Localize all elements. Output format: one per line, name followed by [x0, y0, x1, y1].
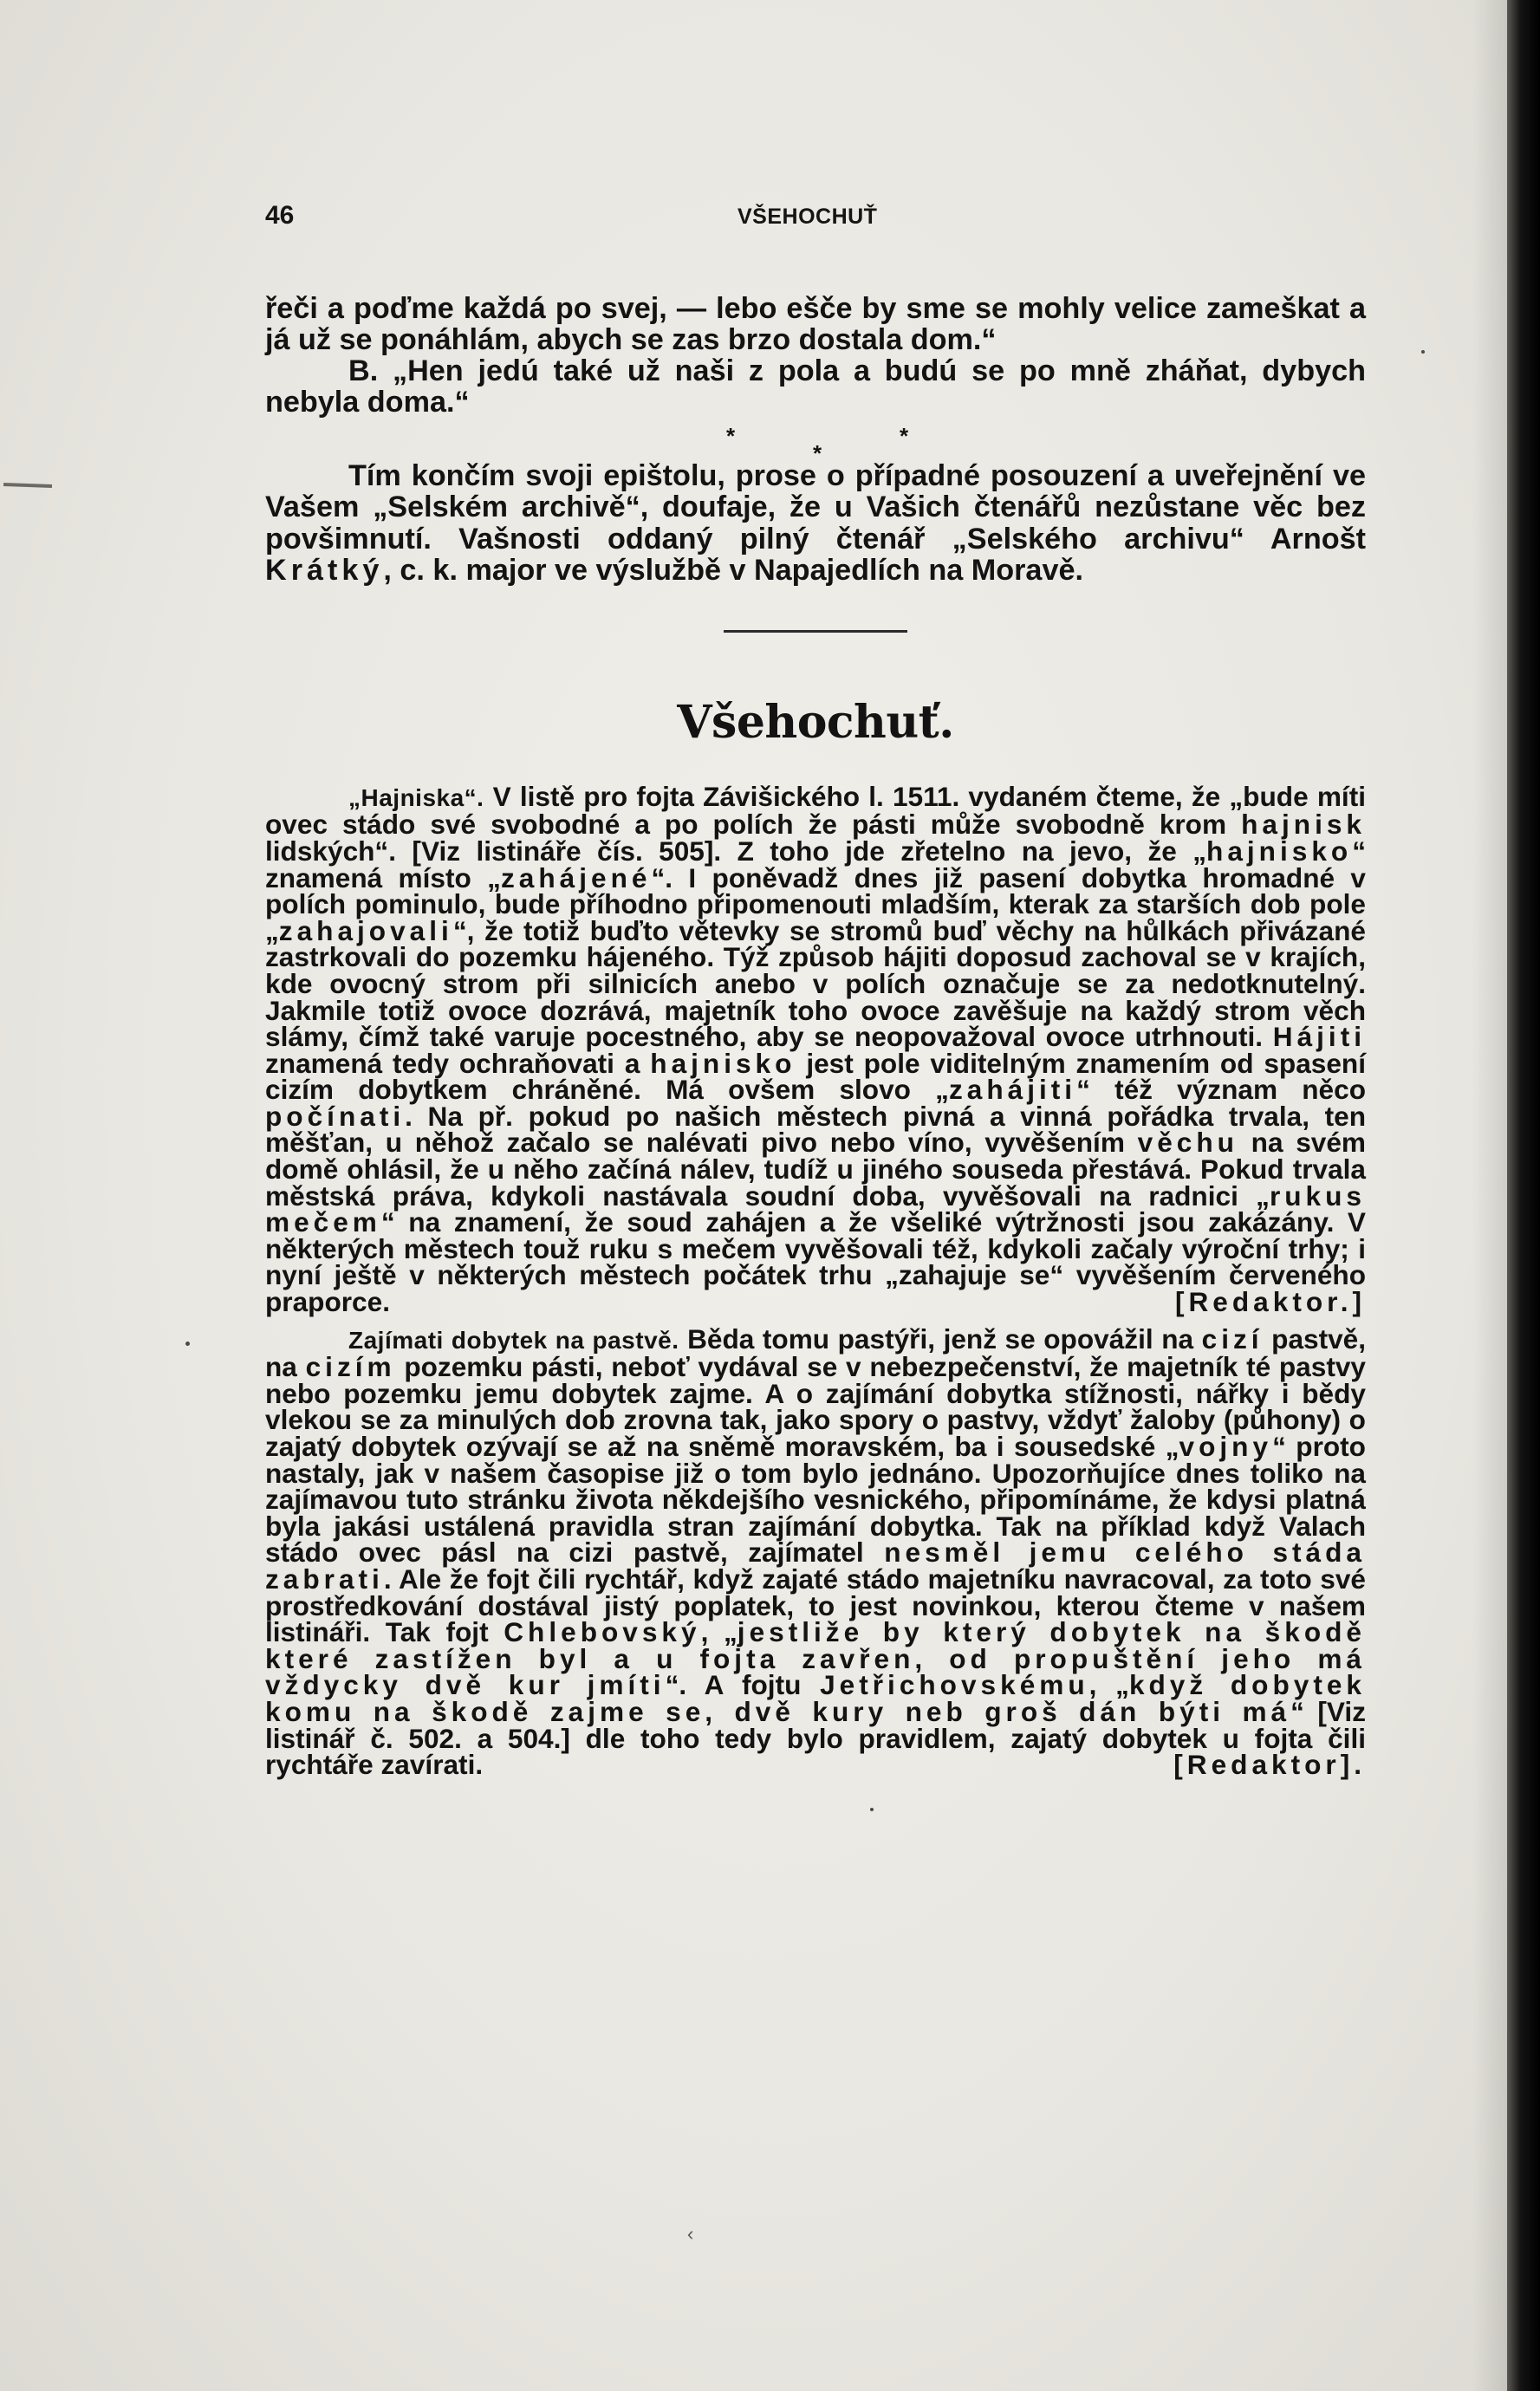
article-text: “. I poněvadž dnes již pasení dobytka hromadné v polích pominulo, bude příhodno připomenouti mladším, kterak za starších dob pole „ — [265, 861, 1366, 946]
article-text: V listě pro fojta Závišického l. 1511. vydaném čteme, že „bude míti ovec stádo své svobodné a po polích že pásti může svobodně krom — [265, 780, 1366, 841]
page-number: 46 — [265, 201, 295, 230]
article-heading: „Hajniska“. — [348, 783, 484, 811]
gutter-shadow — [1472, 0, 1507, 2391]
emphasized-term: věchu — [1137, 1127, 1238, 1159]
author-surname: Krátký — [265, 553, 384, 587]
editor-signature: [Redaktor.] — [1174, 1286, 1366, 1318]
article-text: “ [Viz listinář č. 502. a 504.] dle toho tedy bylo pravidlem, zajatý dobytek u fojta čili rychtáře zavírati. — [265, 1695, 1366, 1781]
article-text: znamená tedy ochraňovati a — [265, 1047, 640, 1079]
emphasized-term: jestliže by který dobytek na škodě které zastížen byl a u fojta zavřen, od propuštění jeho má vždycky dvě kur jmíti — [265, 1616, 1366, 1701]
page-header — [265, 201, 1366, 236]
emphasized-term: počínati — [265, 1100, 406, 1132]
section-title: Všehochuť. — [677, 695, 954, 749]
asterisk-middle: * — [813, 440, 822, 467]
article-text: “ proto nastaly, jak v našem časopise již o tom bylo jednáno. Upozorňujíce dnes toliko na zajímavou tuto stránku života někdejšího vesnického, připomínáme, že kdysi platná byla jakási ustálená pravidla stran zajímání dobytka. Tak na příklad když Valach stádo ovec pásl na cizi pastvě, zajímatel — [265, 1431, 1366, 1569]
emphasized-term: cizí — [1201, 1322, 1264, 1355]
article-text: , „ — [1088, 1669, 1129, 1701]
emphasized-term: Hájiti — [1272, 1021, 1366, 1053]
article-text: jest pole viditelným znamením od spasení cizím dobytkem chráněné. Má ovšem slovo „ — [265, 1047, 1367, 1106]
emphasized-term: hajnisko — [1206, 835, 1353, 867]
article-text: . Ale že fojt čili rychtář, když zajaté stádo majetníku navracoval, za toto své prostředkování dostával jistý poplatek, to jest novinkou, kterou čteme v našem listináři. Tak fojt — [265, 1563, 1366, 1648]
letter-paragraph-1: řeči a poďme každá po svej, — lebo ešče by sme se mohly velice zameškat a já už se ponáhlám, abych se zas brzo dostala dom.“ — [265, 292, 1366, 357]
emphasized-term: vojny — [1179, 1431, 1273, 1462]
emphasized-term: rukus mečem — [265, 1179, 1366, 1238]
letter-closing-paragraph — [265, 460, 1366, 585]
emphasized-term: hajnisk — [1241, 809, 1366, 841]
article-text: pastvě, na — [265, 1322, 1367, 1383]
asterisk-left: * — [726, 423, 736, 450]
emphasized-term: hajnisko — [650, 1047, 796, 1079]
emphasized-term: Chlebovský — [504, 1616, 701, 1648]
article-text: “ na znamení, že soud zahájen a že všeliké výtržnosti jsou zakázány. V některých městech touž ruku s mečem vyvěšovali též, kdykoli začaly výroční trhy; i nyní ještě v některých městech počátek trhu „zahajuje se“ vyvěšením červeného praporce. — [265, 1206, 1366, 1318]
text-column — [265, 292, 1367, 1781]
emphasized-term: zahájiti — [948, 1074, 1077, 1106]
article-text: na svém domě ohlásil, že u něho začíná nálev, tudíž u jiného souseda přestává. Pokud trvala městská práva, kdykoli nastávala soudní doba, vyvěšovali na radnici „ — [265, 1127, 1367, 1212]
article-text: Běda tomu pastýři, jenž se opovážil na — [687, 1322, 1194, 1355]
article-zajimani — [265, 1322, 1367, 1781]
page-foot-mark: ‹ — [687, 2223, 694, 2245]
emphasized-term: zahajovali — [278, 914, 453, 946]
section-divider-rule — [724, 630, 907, 633]
article-text: “ též význam něco — [1076, 1074, 1366, 1106]
running-head: VŠEHOCHUŤ — [738, 205, 878, 229]
article-text: “ znamená místo „ — [265, 835, 1366, 893]
paper-speck — [185, 1342, 190, 1346]
article-hajniska — [265, 780, 1367, 1318]
article-heading: Zajímati dobytek na pastvě. — [348, 1326, 679, 1354]
emphasized-term: nesměl jemu celého stáda zabrati — [265, 1537, 1366, 1595]
article-text: lidských“. [Viz listináře čís. 505]. Z toho jde zřetelno na jevo, že „ — [265, 835, 1207, 867]
paper-speck — [1421, 350, 1425, 354]
article-text: “, že totiž buďto větevky se stromů buď věchy na hůlkách přivázané zastrkovali do pozemku hájeného. Týž způsob hájiti doposud zachoval se v krajích, kde ovocný strom při silnicích anebo v polích označuje se za nedotknutelný. Jakmile totiž ovoce dozrává, majetník toho ovoce zavěšuje na každý strom věch slámy, čímž také varuje pocestného, aby se neopovažoval ovoce utrhnouti. — [265, 914, 1366, 1053]
letter-paragraph-2: B. „Hen jedú také už naši z pola a budú se po mně zháňat, dybych nebyla doma.“ — [265, 354, 1366, 419]
emphasized-term: cizím — [305, 1351, 396, 1383]
emphasized-term: zahájené — [500, 861, 652, 893]
book-binding-edge — [1507, 0, 1540, 2391]
emphasized-term: Jetřichovskému — [820, 1669, 1089, 1701]
section-break-asterisks — [265, 418, 1366, 467]
article-text: , „ — [700, 1616, 738, 1648]
emphasized-term: když dobytek komu na škodě zajme se, dvě kury neb groš dán býti má — [265, 1669, 1366, 1727]
asterisk-right: * — [900, 423, 909, 450]
article-text: pozemku pásti, neboť vydával se v nebezpečenství, že majetník té pastvy nebo pozemku jemu dobytek zajme. A o zajímání dobytka stížnosti, nářky i bědy vlekou se za minulých dob zrovna tak, jako spory o pastvy, vždyť žaloby (půhony) o zajatý dobytek ozývají se až na sněmě moravském, ba i sousedské „ — [265, 1351, 1366, 1462]
article-text: “. A fojtu — [665, 1669, 802, 1701]
closing-text: Tím končím svoji epištolu, prose o případné posouzení a uveřejnění ve Vašem „Selském archivě“, doufaje, že u Vašich čtenářů nezůstane věc bez povšimnutí. Vašnosti oddaný pilný čtenář „Selského archivu“ Arnošt — [265, 459, 1366, 556]
article-text: . Na př. pokud po našich městech pivná a vinná pořádka trvala, ten měšťan, u něhož začalo se nalévati pivo nebo víno, vyvěšením — [265, 1100, 1366, 1159]
paper-speck — [870, 1808, 874, 1811]
closing-text-end: , c. k. major ve výslužbě v Napajedlích na Moravě. — [383, 553, 1083, 587]
editor-signature: [Redaktor]. — [1173, 1749, 1366, 1781]
